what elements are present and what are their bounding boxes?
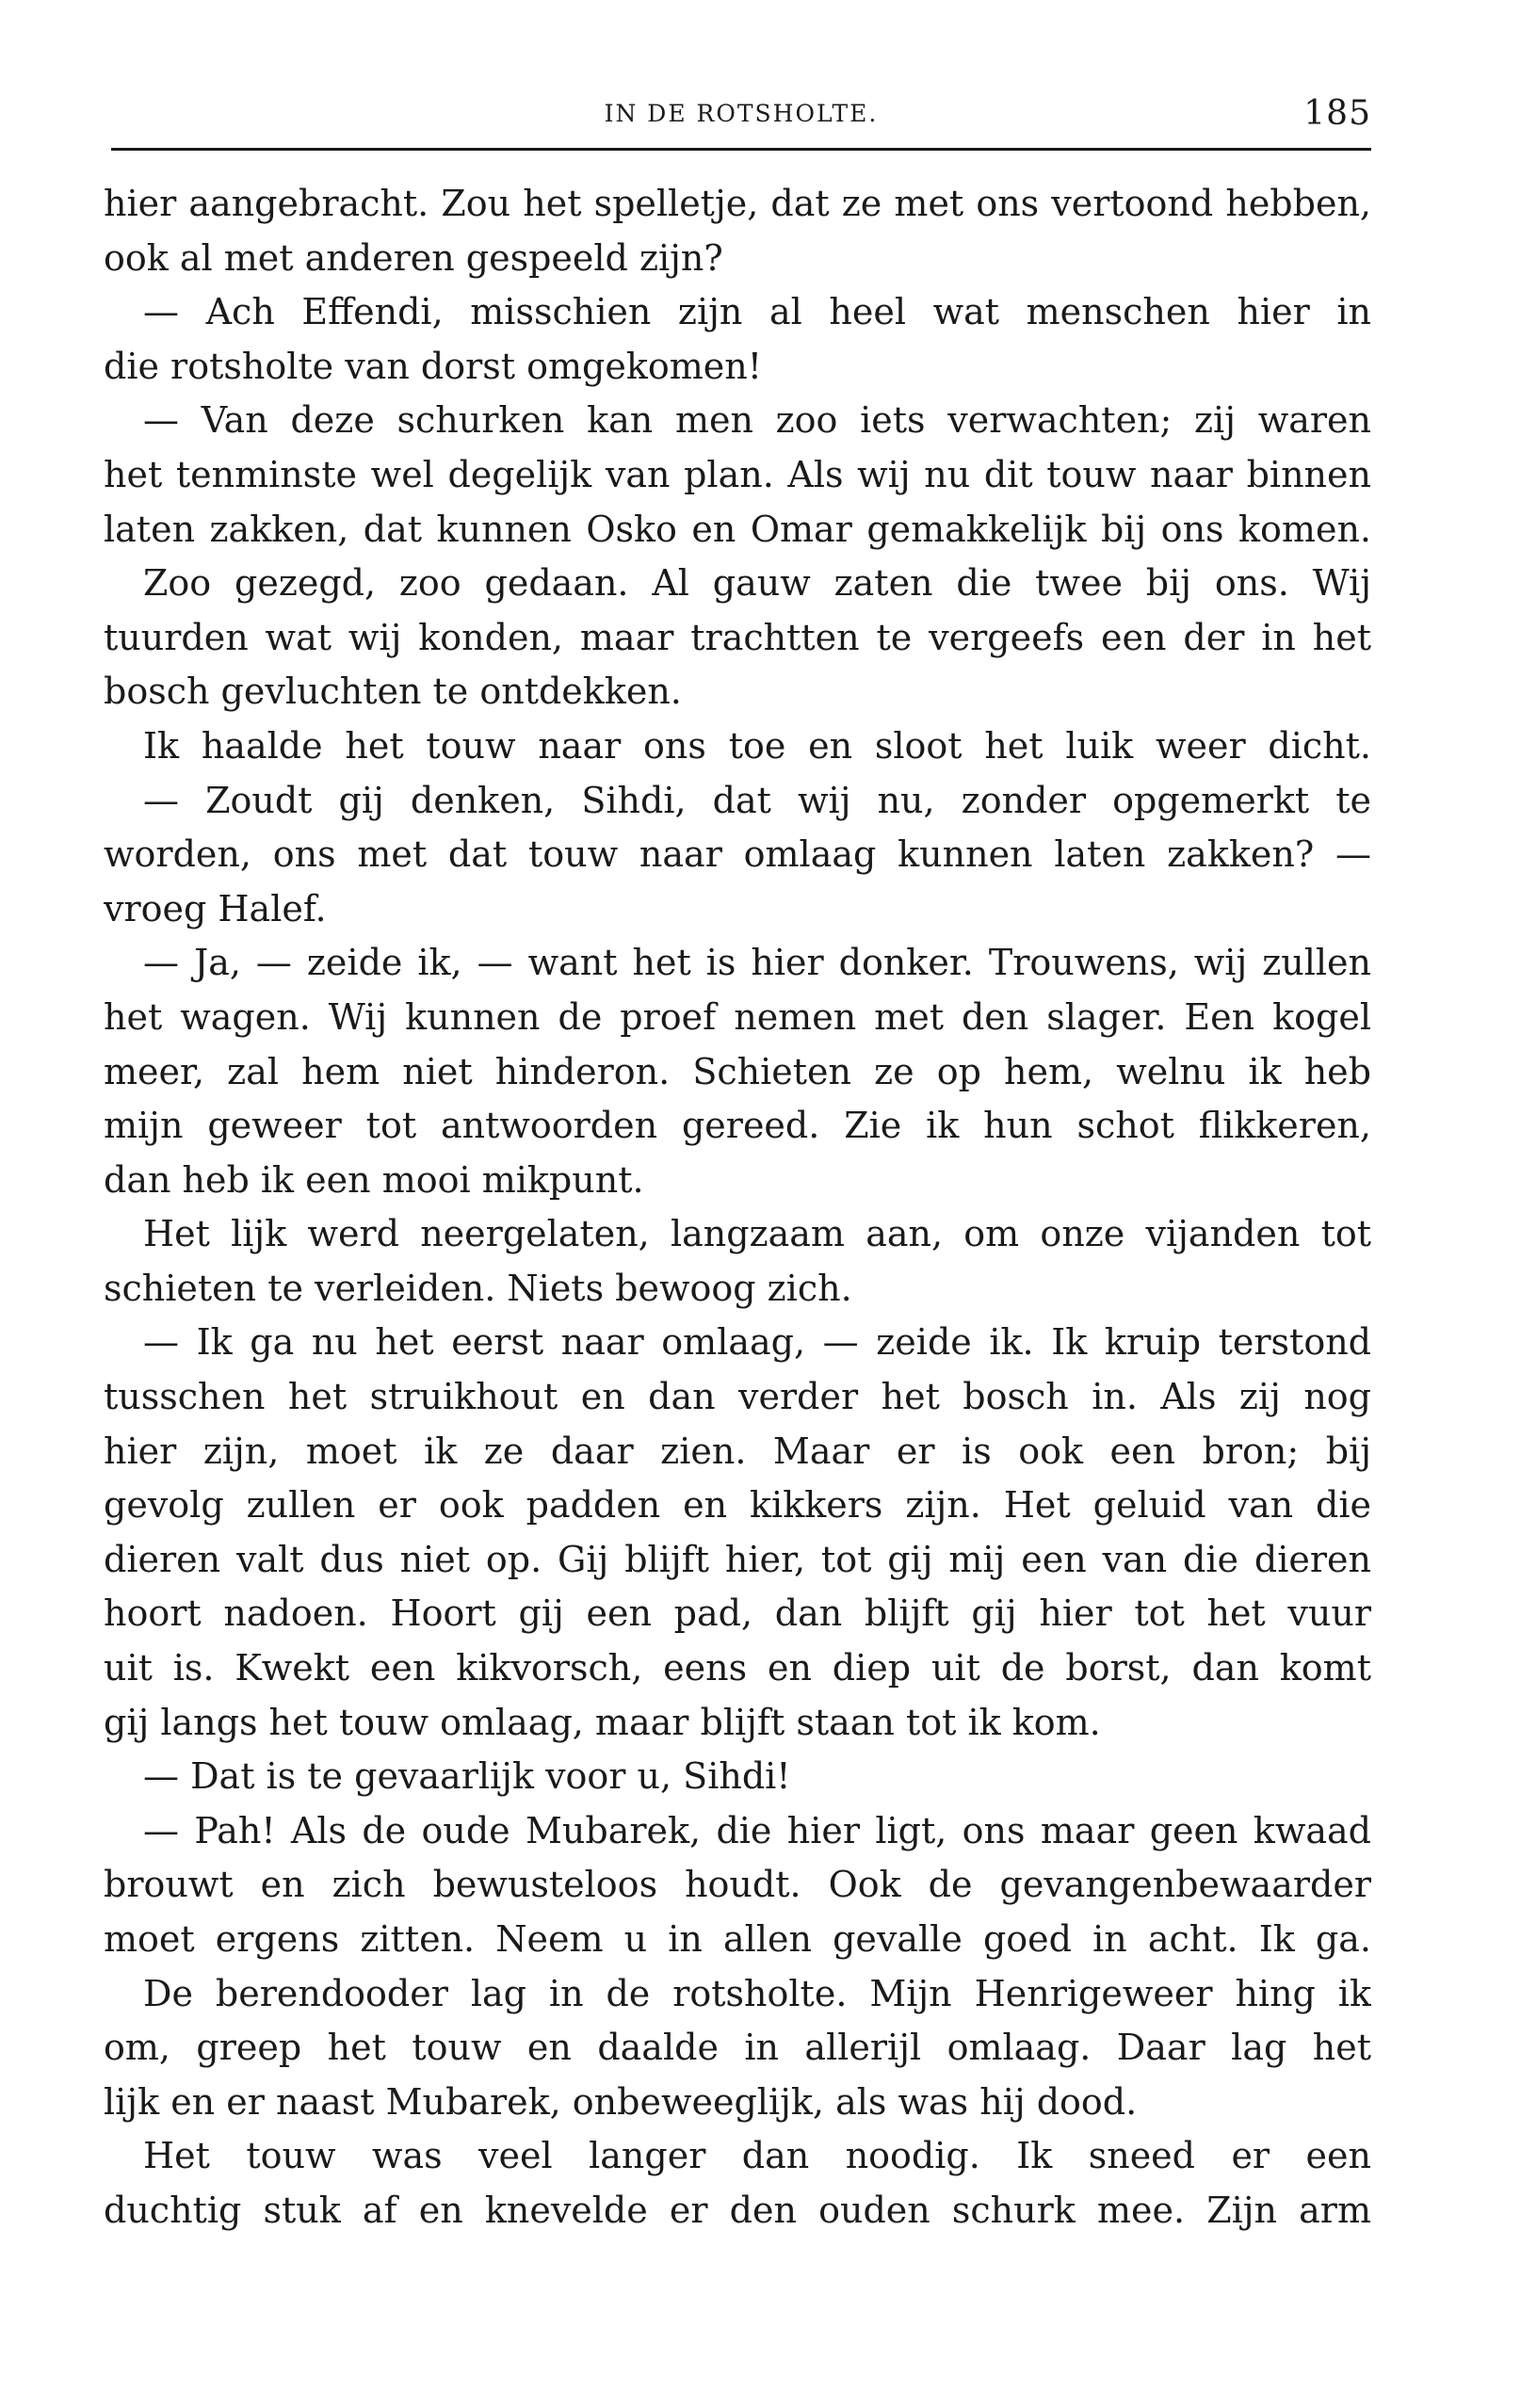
text-line: — Pah! Als de oude Mubarek, die hier ligt, ons maar geen kwaad (143, 1809, 1371, 1851)
text-line: tuurden wat wij konden, maar trachtten te vergeefs een der in het (104, 616, 1371, 658)
text-line: die rotsholte van dorst omgekomen! (104, 345, 762, 387)
text-line: het tenminste wel degelijk van plan. Als wij nu dit touw naar binnen (104, 453, 1371, 495)
text-line: gij langs het touw omlaag, maar blijft staan tot ik kom. (104, 1701, 1101, 1743)
text-line: — Van deze schurken kan men zoo iets verwachten; zij waren (143, 399, 1371, 442)
text-line: Ik haalde het touw naar ons toe en sloot het luik weer dicht. (143, 724, 1371, 767)
text-line: schieten te verleiden. Niets bewoog zich. (104, 1267, 852, 1309)
text-line: Zoo gezegd, zoo gedaan. Al gauw zaten die twee bij ons. Wij (143, 562, 1371, 605)
running-head (111, 94, 1371, 141)
body-text (104, 177, 1371, 2238)
text-line: — Zoudt gij denken, Sihdi, dat wij nu, zonder opgemerkt te (143, 779, 1371, 821)
text-line: vroeg Halef. (104, 887, 327, 929)
running-title: IN DE ROTSHOLTE. (604, 100, 879, 127)
text-line: — Ja, — zeide ik, — want het is hier donker. Trouwens, wij zullen (143, 942, 1371, 984)
text-line: gevolg zullen er ook padden en kikkers zijn. Het geluid van die (104, 1484, 1371, 1527)
text-line: hier zijn, moet ik ze daar zien. Maar er is ook een bron; bij (104, 1430, 1371, 1472)
text-line: De berendooder lag in de rotsholte. Mijn Henrigeweer hing ik (143, 1972, 1371, 2014)
text-line: om, greep het touw en daalde in allerijl omlaag. Daar lag het (104, 2027, 1371, 2069)
text-line: laten zakken, dat kunnen Osko en Omar gemakkelijk bij ons komen. (104, 508, 1371, 550)
header-rule (111, 148, 1371, 151)
text-line: — Dat is te gevaarlijk voor u, Sihdi! (143, 1755, 791, 1798)
text-line: brouwt en zich bewusteloos houdt. Ook de gevangenbewaarder (104, 1864, 1371, 1906)
text-line: worden, ons met dat touw naar omlaag kunnen laten zakken? — (104, 833, 1371, 876)
text-line: mijn geweer tot antwoorden gereed. Zie ik hun schot flikkeren, (104, 1105, 1371, 1147)
text-line: hier aangebracht. Zou het spelletje, dat ze met ons vertoond hebben, (104, 183, 1371, 224)
page-number: 185 (1303, 94, 1371, 133)
text-line: Het lijk werd neergelaten, langzaam aan, om onze vijanden tot (143, 1213, 1371, 1255)
text-line: duchtig stuk af en knevelde er den ouden schurk mee. Zijn arm (104, 2189, 1371, 2231)
text-line: — Ik ga nu het eerst naar omlaag, — zeide ik. Ik kruip terstond (143, 1321, 1371, 1364)
text-line: lijk en er naast Mubarek, onbeweeglijk, als was hij dood. (104, 2080, 1138, 2123)
text-line: Het touw was veel langer dan noodig. Ik sneed er een (143, 2135, 1371, 2177)
text-line: het wagen. Wij kunnen de proef nemen met den slager. Een kogel (104, 995, 1371, 1038)
text-line: dan heb ik een mooi mikpunt. (104, 1158, 644, 1201)
text-line: — Ach Effendi, misschien zijn al heel wat menschen hier in (143, 291, 1371, 333)
text-line: meer, zal hem niet hinderon. Schieten ze op hem, welnu ik heb (104, 1050, 1371, 1092)
text-line: bosch gevluchten te ontdekken. (104, 671, 682, 713)
text-line: hoort nadoen. Hoort gij een pad, dan blijft gij hier tot het vuur (104, 1592, 1371, 1635)
text-line: tusschen het struikhout en dan verder het bosch in. Als zij nog (104, 1376, 1371, 1418)
text-line: ook al met anderen gespeeld zijn? (104, 236, 723, 279)
text-line: dieren valt dus niet op. Gij blijft hier, tot gij mij een van die dieren (104, 1538, 1371, 1580)
text-line: moet ergens zitten. Neem u in allen gevalle goed in acht. Ik ga. (104, 1918, 1371, 1960)
text-line: uit is. Kwekt een kikvorsch, eens en diep uit de borst, dan komt (104, 1647, 1371, 1689)
